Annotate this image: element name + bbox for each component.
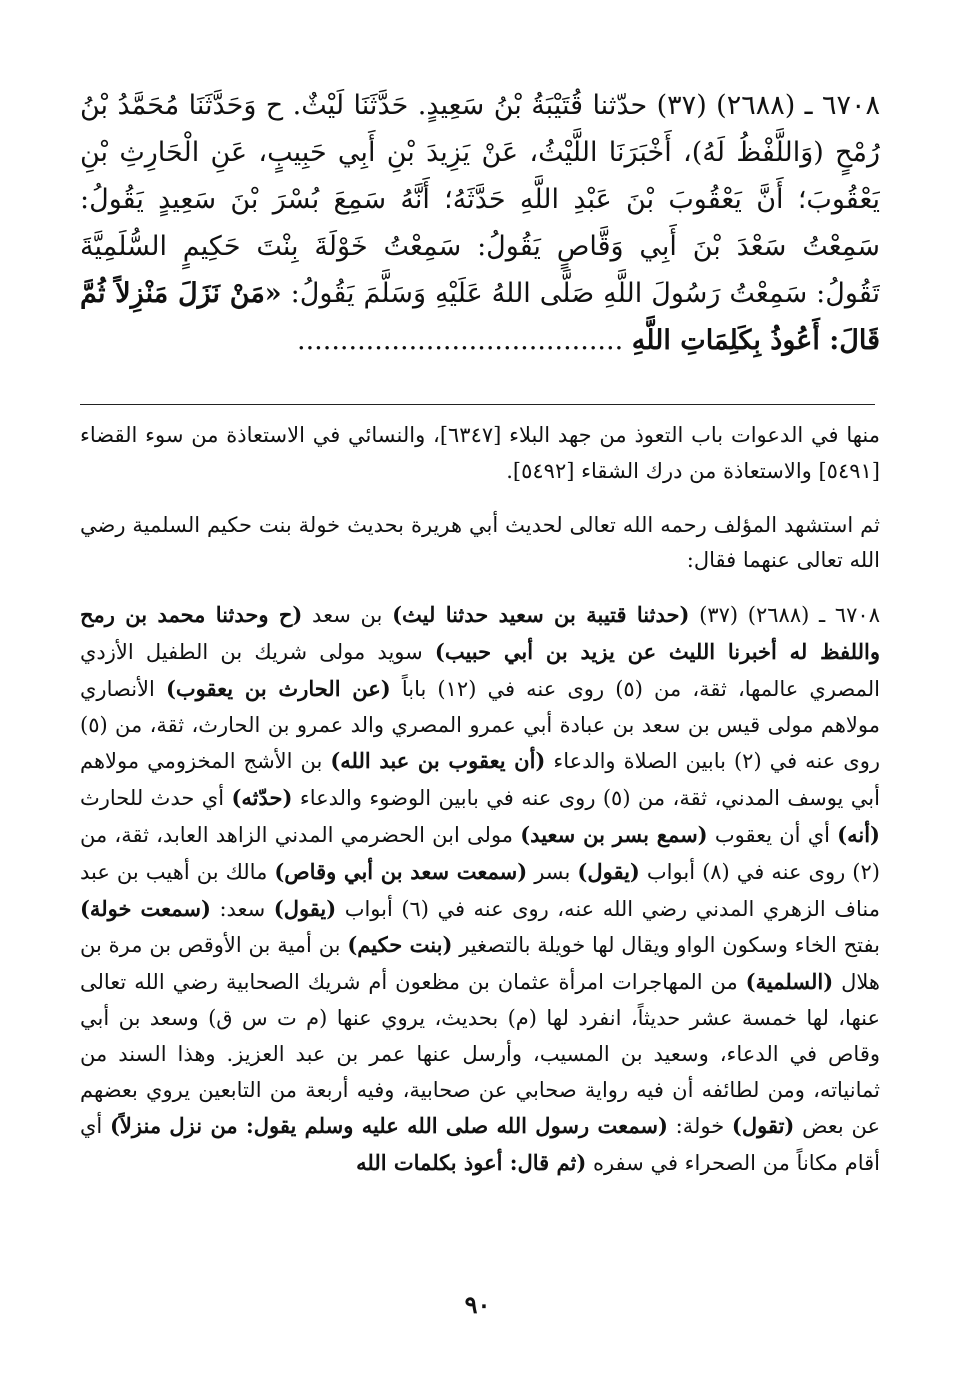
commentary-bold: (عن الحارث بن يعقوب) bbox=[165, 675, 391, 701]
commentary-text: ٦٧٠٨ ـ (٢٦٨٨) (٣٧) bbox=[689, 603, 880, 628]
commentary-bold: (أنه) bbox=[837, 821, 880, 847]
footnote-divider bbox=[80, 404, 875, 405]
commentary-bold: (بنت حكيم) bbox=[347, 932, 453, 958]
commentary-text: مالك بن أهيب بن عبد مناف الزهري المدني رضي الله عنه، روى عنه في (٦) أبواب bbox=[80, 859, 880, 921]
commentary-bold: (يقول) bbox=[577, 858, 640, 884]
commentary-bold: (سمعت سعد بن أبي وقاص) bbox=[274, 858, 528, 884]
commentary-bold: (يقول) bbox=[273, 895, 337, 921]
commentary-text: بن أمية بن الأوقص بن مرة بن هلال bbox=[80, 933, 880, 995]
commentary-paragraph-3 bbox=[80, 597, 880, 1182]
commentary-bold: (سمعت رسول الله صلى الله عليه وسلم يقول: من نزل منزلاً) bbox=[109, 1113, 668, 1139]
commentary-bold: (سمعت خولة) bbox=[80, 895, 211, 921]
commentary-text: بن سعد bbox=[302, 603, 393, 628]
commentary-text: سعد: bbox=[210, 896, 274, 921]
commentary-text: خولة: bbox=[667, 1114, 732, 1139]
commentary-text: أي أقام مكاناً من الصحراء في سفره bbox=[80, 1114, 880, 1176]
commentary-text: الأنصاري مولاهم مولى قيس بن سعد بن عبادة أبي عمرو المصري والد عمرو بن الحارث، ثقة، من (٥) روى عنه في (٢) بابين الصلاة والدعاء bbox=[80, 676, 880, 774]
commentary-text: أي حدث للحارث bbox=[80, 786, 232, 811]
commentary-text: بسر bbox=[527, 859, 578, 884]
commentary-bold: (ثم قال: أعوذ بكلمات الله bbox=[356, 1150, 587, 1176]
commentary-text: أي أن يعقوب bbox=[707, 822, 838, 847]
page-number: ٩٠ bbox=[464, 1290, 491, 1319]
commentary-text: من المهاجرات امرأة عثمان بن مظعون أم شريك الصحابية رضي الله تعالى عنها، لها خمسة عشر حديثاً، انفرد لها (م) بحديث، يروي عنها (م ت س ق) وسعد بن أبي وقاص في الدعاء، وسعيد بن المسيب، وأرسل عنها عمر بن عبد العزيز. وهذا السند من ثمانياته، ومن لطائفه أن فيه رواية صحابي عن صحابية، وفيه أربعة من التابعين يروي بعضهم عن بعض bbox=[80, 970, 880, 1139]
hadith-quote: «مَنْ نَزَلَ مَنْزِلاً ثُمَّ قَالَ: أَعُوذُ بِكَلِمَاتِ اللَّهِ bbox=[80, 278, 880, 356]
commentary-text: مولى ابن الحضرمي المدني الزاهد العابد، ثقة، من (٢) روى عنه في (٨) أبواب bbox=[80, 822, 880, 884]
commentary-paragraph-2: ثم استشهد المؤلف رحمه الله تعالى لحديث أبي هريرة بحديث خولة بنت حكيم السلمية رضي الله تعالى عنهما فقال: bbox=[80, 512, 880, 573]
commentary-bold: (السلمية) bbox=[745, 969, 834, 995]
commentary bbox=[80, 418, 880, 1288]
commentary-bold: (حدثنا قتيبة بن سعيد حدثنا ليث) bbox=[392, 602, 690, 628]
commentary-bold: (أن يعقوب بن عبد الله) bbox=[330, 748, 546, 774]
commentary-bold: (سمع بسر بن سعيد) bbox=[520, 821, 708, 847]
hadith-text bbox=[80, 82, 880, 378]
commentary-bold: (حدّثه) bbox=[231, 785, 293, 811]
commentary-text: بن الأشج المخزومي مولاهم أبي يوسف المدني، ثقة، من (٥) روى عنه في بابين الوضوء والدعاء bbox=[80, 749, 880, 811]
hadith-ellipsis: ...................................... bbox=[297, 325, 632, 356]
page-body bbox=[80, 82, 880, 378]
commentary-text: بفتح الخاء وسكون الواو ويقال لها خويلة بالتصغير bbox=[452, 933, 880, 958]
commentary-paragraph-1: منها في الدعوات باب التعوذ من جهد البلاء [٦٣٤٧]، والنسائي في الاستعاذة من سوء القضاء [٥٤٩١] والاستعاذة من درك الشقاء [٥٤٩٢]. bbox=[80, 423, 880, 483]
commentary-text: سويد مولى شريك بن الطفيل الأزدي المصري عالمها، ثقة، من (٥) روى عنه في (١٢) باباً bbox=[80, 639, 880, 701]
hadith-chain: ٦٧٠٨ ـ (٢٦٨٨) (٣٧) حدّثنا قُتَيْبَةُ بْنُ سَعِيدٍ. حَدَّثَنَا لَيْثٌ. ح وَحَدَّثَنَا مُحَمَّدُ بْنُ رُمْحٍ (وَاللَّفْظُ لَهُ)، أَخْبَرَنَا اللَّيْثُ، عَنْ يَزِيدَ بْنِ أَبِي حَبِيبٍ، عَنِ الْحَارِثِ بْنِ يَعْقُوبَ؛ أَنَّ يَعْقُوبَ بْنَ عَبْدِ اللَّهِ حَدَّثَهُ؛ أَنَّهُ سَمِعَ بُسْرَ بْنَ سَعِيدٍ يَقُولُ: سَمِعْتُ سَعْدَ بْنَ أَبِي وَقَّاصٍ يَقُولُ: سَمِعْتُ خَوْلَةَ بِنْتَ حَكِيمٍ السُّلَمِيَّةَ تَقُولُ: سَمِعْتُ رَسُولَ اللَّهِ صَلَّى اللهُ عَلَيْهِ وَسَلَّمَ يَقُولُ: bbox=[80, 90, 880, 309]
commentary-bold: (ح وحدثنا محمد بن رمح واللفظ له أخبرنا الليث عن يزيد بن أبي حبيب) bbox=[80, 602, 880, 664]
commentary-bold: (تقول) bbox=[731, 1113, 795, 1139]
